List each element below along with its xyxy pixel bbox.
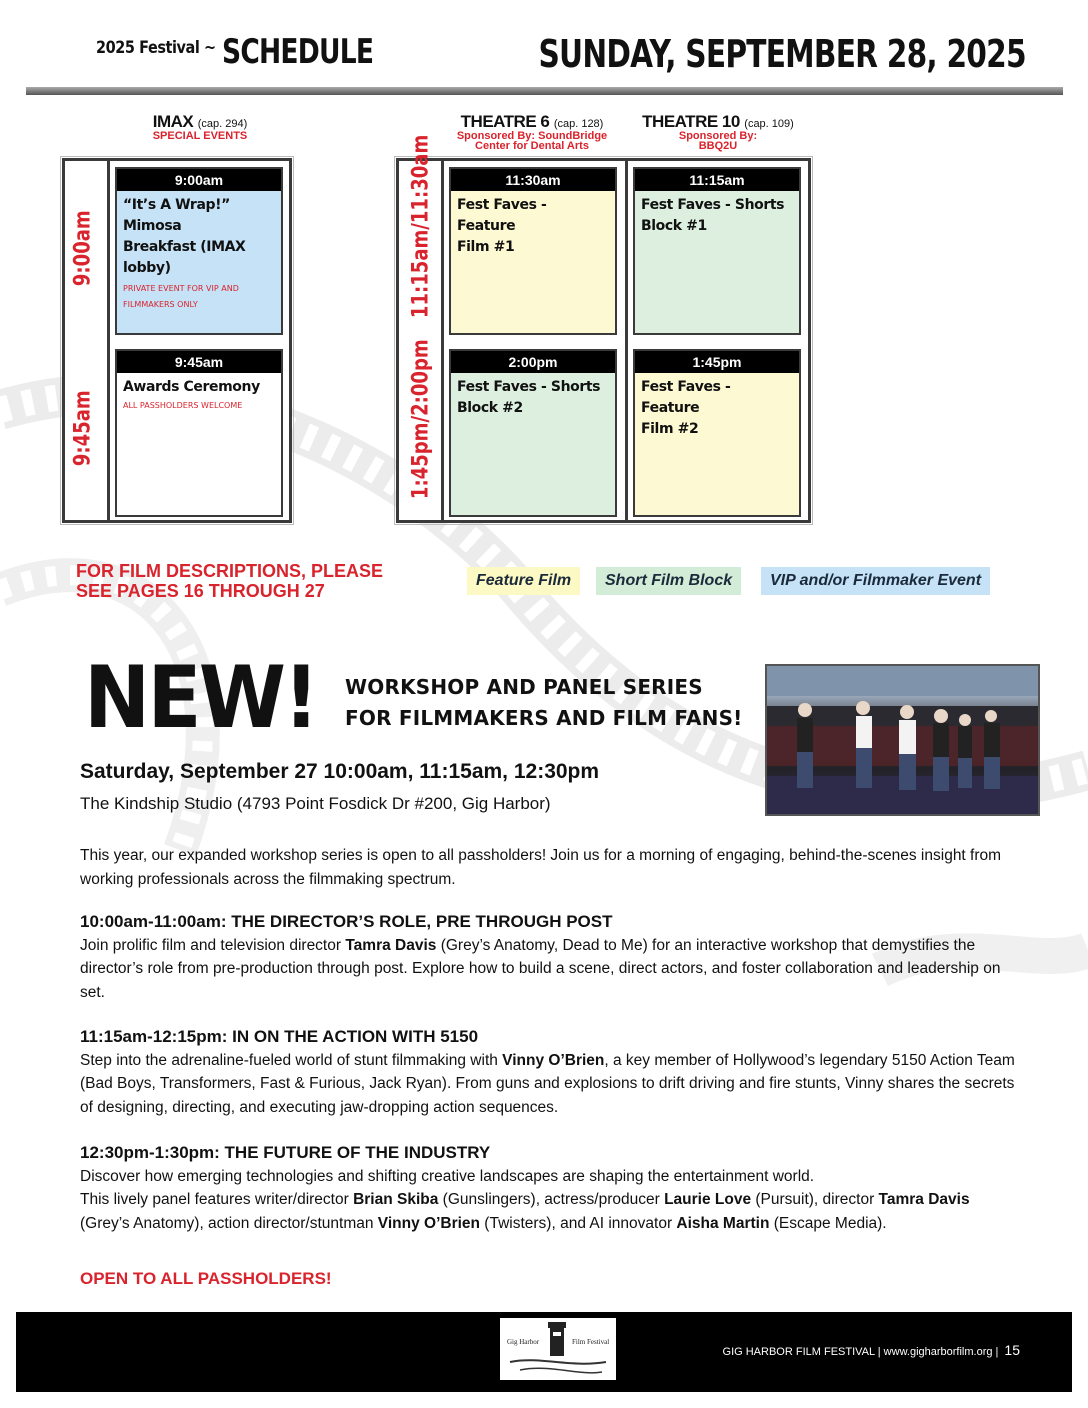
column-capacity: (cap. 294) bbox=[197, 118, 248, 130]
workshop-date: Saturday, September 27 10:00am, 11:15am, 12:30pm bbox=[80, 760, 600, 783]
film-descriptions-note: FOR FILM DESCRIPTIONS, PLEASE SEE PAGES 16 THROUGH 27 bbox=[76, 561, 384, 601]
event-title: Fest Faves - Feature Film #1 bbox=[457, 197, 547, 255]
column-subtitle: SPECIAL EVENTS bbox=[152, 130, 248, 142]
time-column-divider bbox=[107, 161, 110, 520]
new-heading: NEW! bbox=[84, 648, 317, 748]
event-title: Awards Ceremony bbox=[123, 379, 260, 395]
page-footer bbox=[16, 1312, 1072, 1392]
header-left bbox=[96, 32, 374, 72]
footer-info bbox=[723, 1342, 1020, 1358]
page-title: SCHEDULE bbox=[222, 32, 374, 72]
event-slot-feature-film-2[interactable] bbox=[633, 349, 801, 517]
section-text: Join prolific film and television director Tamra Davis (Grey’s Anatomy, Dead to Me) for an interactive workshop that demystifies the director’s role from pre-production through post. Explore how to build a scene, direct actors, and foster collaboration and leadership on set. bbox=[80, 936, 1001, 1001]
time-label-morning: 11:15am/11:30am bbox=[408, 134, 434, 319]
event-title: “It’s A Wrap!” Mimosa Breakfast (IMAX lobby) bbox=[123, 197, 246, 276]
column-header-theatre-10 bbox=[628, 113, 808, 151]
event-slot-mimosa-breakfast[interactable] bbox=[115, 167, 283, 335]
section-title: 12:30pm-1:30pm: THE FUTURE OF THE INDUSTRY bbox=[80, 1143, 491, 1162]
festival-logo bbox=[490, 1318, 626, 1384]
time-column-divider bbox=[441, 161, 444, 520]
column-name: THEATRE 10 bbox=[642, 112, 740, 131]
event-title: Fest Faves - Shorts Block #1 bbox=[641, 197, 785, 234]
event-slot-shorts-block-1[interactable] bbox=[633, 167, 801, 335]
event-slot-awards-ceremony[interactable] bbox=[115, 349, 283, 517]
column-capacity: (cap. 109) bbox=[744, 118, 794, 130]
column-header-theatre-6 bbox=[440, 113, 624, 151]
event-time: 2:00pm bbox=[451, 351, 615, 373]
event-slot-shorts-block-2[interactable] bbox=[449, 349, 617, 517]
column-sponsor: BBQ2U bbox=[698, 140, 738, 152]
logo-text-left: Gig Harbor bbox=[507, 1338, 540, 1346]
lighthouse-logo-icon bbox=[490, 1318, 626, 1384]
workshop-venue: The Kindship Studio (4793 Point Fosdick Dr #200, Gig Harbor) bbox=[80, 794, 551, 813]
event-note: ALL PASSHOLDERS WELCOME bbox=[123, 401, 243, 410]
column-header-imax bbox=[130, 113, 270, 141]
section-title: 11:15am-12:15pm: IN ON THE ACTION WITH 5150 bbox=[80, 1027, 479, 1046]
event-time: 1:45pm bbox=[635, 351, 799, 373]
header-rule bbox=[26, 87, 1063, 95]
logo-text-right: Film Festival bbox=[572, 1338, 610, 1346]
section-text-line1: Discover how emerging technologies and shifting creative landscapes are shaping the entertainment world. bbox=[80, 1167, 815, 1185]
column-sponsor: Sponsored By: bbox=[678, 130, 758, 142]
workshop-section-3 bbox=[80, 1141, 1020, 1235]
legend-feature-film: Feature Film bbox=[467, 567, 580, 595]
column-sponsor: Center for Dental Arts bbox=[475, 140, 589, 152]
legend-short-film-block: Short Film Block bbox=[596, 567, 741, 595]
workshop-photo bbox=[765, 664, 1040, 816]
time-label-afternoon: 1:45pm/2:00pm bbox=[408, 339, 434, 500]
festival-label: 2025 Festival ~ bbox=[96, 38, 216, 58]
event-time: 9:00am bbox=[117, 169, 281, 191]
event-note: PRIVATE EVENT FOR VIP AND FILMMAKERS ONLY bbox=[123, 284, 239, 309]
schedule-date: SUNDAY, SEPTEMBER 28, 2025 bbox=[538, 32, 1026, 76]
section-title: 10:00am-11:00am: THE DIRECTOR’S ROLE, PRE THROUGH POST bbox=[80, 912, 613, 931]
event-title: Fest Faves - Feature Film #2 bbox=[641, 379, 731, 437]
audience-photo-illustration bbox=[767, 666, 1040, 816]
column-name: IMAX bbox=[152, 112, 194, 131]
workshop-section-2 bbox=[80, 1025, 1020, 1119]
time-label-9-45am: 9:45am bbox=[70, 390, 96, 467]
column-sponsor: Sponsored By: SoundBridge bbox=[456, 130, 608, 142]
workshop-subheading: WORKSHOP AND PANEL SERIES FOR FILMMAKERS AND FILM FANS! bbox=[345, 675, 743, 730]
page-number: 15 bbox=[1004, 1342, 1020, 1358]
legend-vip-event: VIP and/or Filmmaker Event bbox=[761, 567, 990, 595]
workshop-intro: This year, our expanded workshop series is open to all passholders! Join us for a morning of engaging, behind-the-scenes insight from working professionals across the filmmaking spectrum. bbox=[80, 847, 1002, 888]
event-time: 11:30am bbox=[451, 169, 615, 191]
section-text: This lively panel features writer/director Brian Skiba (Gunslingers), actress/producer Laurie Love (Pursuit), director Tamra Davis (Grey’s Anatomy), action director/stuntman Vinny O’Brien (Twisters), and AI innovator Aisha Martin (Escape Media). bbox=[80, 1191, 970, 1232]
open-to-passholders: OPEN TO ALL PASSHOLDERS! bbox=[80, 1269, 332, 1288]
theatre-column-divider bbox=[625, 161, 628, 520]
workshop-section-1 bbox=[80, 910, 1020, 1004]
event-slot-feature-film-1[interactable] bbox=[449, 167, 617, 335]
section-text: Step into the adrenaline-fueled world of stunt filmmaking with Vinny O’Brien, a key member of Hollywood’s legendary 5150 Action Team (Bad Boys, Transformers, Fast & Furious, Jack Ryan). From guns and explosions to drift driving and fire stunts, Vinny shares the secrets of designing, directing, and executing jaw-dropping action sequences. bbox=[80, 1051, 1015, 1116]
time-label-9-00am: 9:00am bbox=[70, 210, 96, 287]
event-time: 11:15am bbox=[635, 169, 799, 191]
event-time: 9:45am bbox=[117, 351, 281, 373]
footer-site-text: GIG HARBOR FILM FESTIVAL | www.gigharborfilm.org | bbox=[722, 1346, 999, 1358]
column-capacity: (cap. 128) bbox=[553, 118, 604, 130]
event-title: Fest Faves - Shorts Block #2 bbox=[457, 379, 601, 416]
column-name: THEATRE 6 bbox=[460, 112, 550, 131]
